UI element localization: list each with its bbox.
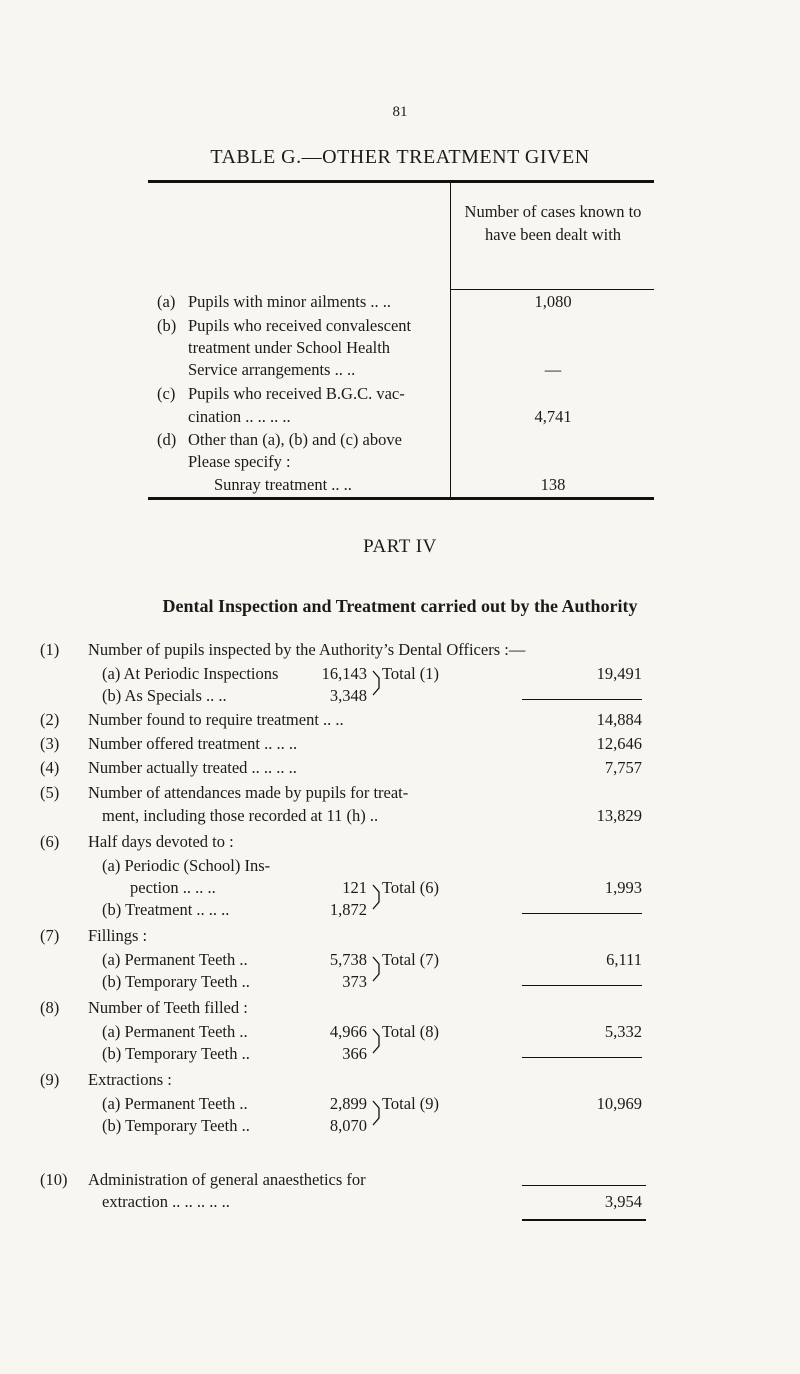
item-text: Number actually treated .. .. .. .. xyxy=(88,758,297,777)
brace-icon xyxy=(372,670,382,696)
page-number: 81 xyxy=(392,104,408,120)
item-text: Extractions : xyxy=(88,1070,172,1089)
row-value: — xyxy=(544,360,562,379)
row-label: Pupils with minor ailments .. .. xyxy=(188,292,392,311)
total-value: 14,884 xyxy=(596,710,642,729)
item-text: Fillings : xyxy=(88,926,148,945)
total-value: 10,969 xyxy=(596,1094,642,1113)
total-rule xyxy=(522,1057,642,1058)
sub-value: 373 xyxy=(342,972,367,991)
total-label: Total (9) xyxy=(382,1094,440,1113)
item-number: (3) xyxy=(40,734,60,753)
total-value: 6,111 xyxy=(606,950,642,969)
row-letter: (a) xyxy=(157,292,176,311)
section-heading: Dental Inspection and Treatment carried out by the Authority xyxy=(162,596,638,616)
item-text: extraction .. .. .. .. .. xyxy=(102,1192,230,1211)
sub-label: (a) Permanent Teeth .. xyxy=(102,950,248,969)
row-label: Service arrangements .. .. xyxy=(188,360,356,379)
total-value: 12,646 xyxy=(596,734,642,753)
total-value: 1,993 xyxy=(604,878,642,897)
total-label: Total (8) xyxy=(382,1022,440,1041)
sub-value: 4,966 xyxy=(329,1022,367,1041)
sub-value: 121 xyxy=(342,878,367,897)
sub-value: 366 xyxy=(342,1044,367,1063)
total-label: Total (7) xyxy=(382,950,440,969)
row-label: Pupils who received B.G.C. vac- xyxy=(188,384,405,403)
item-text: Number of attendances made by pupils for treat- xyxy=(88,783,409,802)
total-value: 3,954 xyxy=(604,1192,642,1211)
total-rule xyxy=(522,913,642,914)
sub-value: 5,738 xyxy=(329,950,367,969)
total-rule xyxy=(522,985,642,986)
item-text: Number of pupils inspected by the Authority’s Dental Officers :— xyxy=(88,640,526,659)
table-column-divider xyxy=(450,183,451,497)
sub-label: (b) Treatment .. .. .. xyxy=(102,900,230,919)
table-header-rule xyxy=(450,289,654,290)
row-letter: (c) xyxy=(157,384,176,403)
sub-value: 2,899 xyxy=(329,1094,367,1113)
row-label: Sunray treatment .. .. xyxy=(214,475,352,494)
row-value: 4,741 xyxy=(534,407,572,426)
row-letter: (b) xyxy=(157,316,177,335)
sub-label: (a) At Periodic Inspections xyxy=(102,664,279,683)
item-text: Number offered treatment .. .. .. xyxy=(88,734,298,753)
sub-label: (a) Permanent Teeth .. xyxy=(102,1022,248,1041)
part-title: PART IV xyxy=(363,536,437,557)
brace-icon xyxy=(372,884,382,910)
sub-value: 8,070 xyxy=(329,1116,367,1135)
brace-icon xyxy=(372,1028,382,1054)
item-text: Number found to require treatment .. .. xyxy=(88,710,344,729)
total-rule xyxy=(522,1185,646,1186)
table-bottom-rule xyxy=(148,497,654,500)
table-top-rule xyxy=(148,180,654,183)
item-number: (5) xyxy=(40,783,60,802)
total-rule xyxy=(522,699,642,700)
brace-icon xyxy=(372,1100,382,1126)
row-label: Other than (a), (b) and (c) above xyxy=(188,430,402,449)
item-number: (6) xyxy=(40,832,60,851)
item-text: ment, including those recorded at 11 (h) .. xyxy=(102,806,379,825)
item-number: (10) xyxy=(40,1170,68,1189)
row-label: cination .. .. .. .. xyxy=(188,407,291,426)
item-text: Administration of general anaesthetics for xyxy=(88,1170,366,1189)
sub-value: 16,143 xyxy=(321,664,367,683)
sub-label: (b) As Specials .. .. xyxy=(102,686,227,705)
item-text: Number of Teeth filled : xyxy=(88,998,248,1017)
item-text: Half days devoted to : xyxy=(88,832,234,851)
item-number: (9) xyxy=(40,1070,60,1089)
item-number: (1) xyxy=(40,640,60,659)
sub-value: 3,348 xyxy=(329,686,367,705)
total-value: 13,829 xyxy=(596,806,642,825)
sub-label: (a) Periodic (School) Ins- xyxy=(102,856,271,875)
sub-value: 1,872 xyxy=(329,900,367,919)
row-value: 1,080 xyxy=(534,292,572,311)
total-value: 5,332 xyxy=(604,1022,642,1041)
sub-label: (b) Temporary Teeth .. xyxy=(102,1116,250,1135)
row-label: treatment under School Health xyxy=(188,338,391,357)
item-number: (2) xyxy=(40,710,60,729)
item-number: (7) xyxy=(40,926,60,945)
sub-label: pection .. .. .. xyxy=(130,878,216,897)
item-number: (4) xyxy=(40,758,60,777)
sub-label: (b) Temporary Teeth .. xyxy=(102,972,250,991)
column-header: Number of cases known to have been dealt with xyxy=(464,202,642,244)
sub-label: (a) Permanent Teeth .. xyxy=(102,1094,248,1113)
row-label: Please specify : xyxy=(188,452,291,471)
total-label: Total (6) xyxy=(382,878,440,897)
row-label: Pupils who received convalescent xyxy=(188,316,412,335)
sub-label: (b) Temporary Teeth .. xyxy=(102,1044,250,1063)
row-letter: (d) xyxy=(157,430,177,449)
total-label: Total (1) xyxy=(382,664,440,683)
total-value: 7,757 xyxy=(604,758,642,777)
brace-icon xyxy=(372,956,382,982)
total-value: 19,491 xyxy=(596,664,642,683)
table-title: TABLE G.—OTHER TREATMENT GIVEN xyxy=(210,146,590,168)
item-number: (8) xyxy=(40,998,60,1017)
row-value: 138 xyxy=(540,475,566,494)
total-double-rule xyxy=(522,1219,646,1221)
